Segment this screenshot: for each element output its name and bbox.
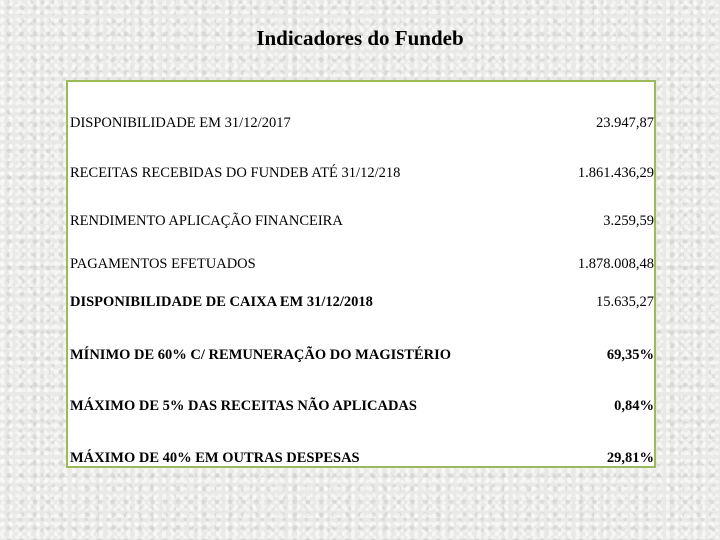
row-value: 15.635,27 [596, 294, 654, 310]
table-row [68, 345, 654, 365]
row-label: MÁXIMO DE 40% EM OUTRAS DESPESAS [70, 450, 360, 466]
row-label: MÁXIMO DE 5% DAS RECEITAS NÃO APLICADAS [70, 398, 417, 414]
row-value: 3.259,59 [603, 213, 654, 229]
row-value: 29,81% [606, 450, 654, 466]
table-row [68, 113, 654, 133]
table-row [68, 448, 654, 468]
row-value: 69,35% [606, 347, 654, 363]
row-value: 1.878.008,48 [577, 256, 654, 272]
row-label: DISPONIBILIDADE DE CAIXA EM 31/12/2018 [70, 294, 373, 310]
row-value: 23.947,87 [596, 115, 654, 131]
table-row [68, 211, 654, 231]
table-row [68, 163, 654, 183]
row-label: DISPONIBILIDADE EM 31/12/2017 [70, 115, 291, 131]
indicators-table [66, 80, 656, 468]
row-label: MÍNIMO DE 60% C/ REMUNERAÇÃO DO MAGISTÉRIO [70, 347, 452, 363]
row-label: PAGAMENTOS EFETUADOS [70, 256, 256, 272]
table-row [68, 254, 654, 274]
row-label: RENDIMENTO APLICAÇÃO FINANCEIRA [70, 213, 343, 229]
page-title: Indicadores do Fundeb [256, 26, 464, 50]
row-value: 1.861.436,29 [577, 165, 654, 181]
table-row [68, 292, 654, 312]
row-value: 0,84% [614, 398, 654, 414]
table-row [68, 396, 654, 416]
row-label: RECEITAS RECEBIDAS DO FUNDEB ATÉ 31/12/218 [70, 165, 401, 181]
